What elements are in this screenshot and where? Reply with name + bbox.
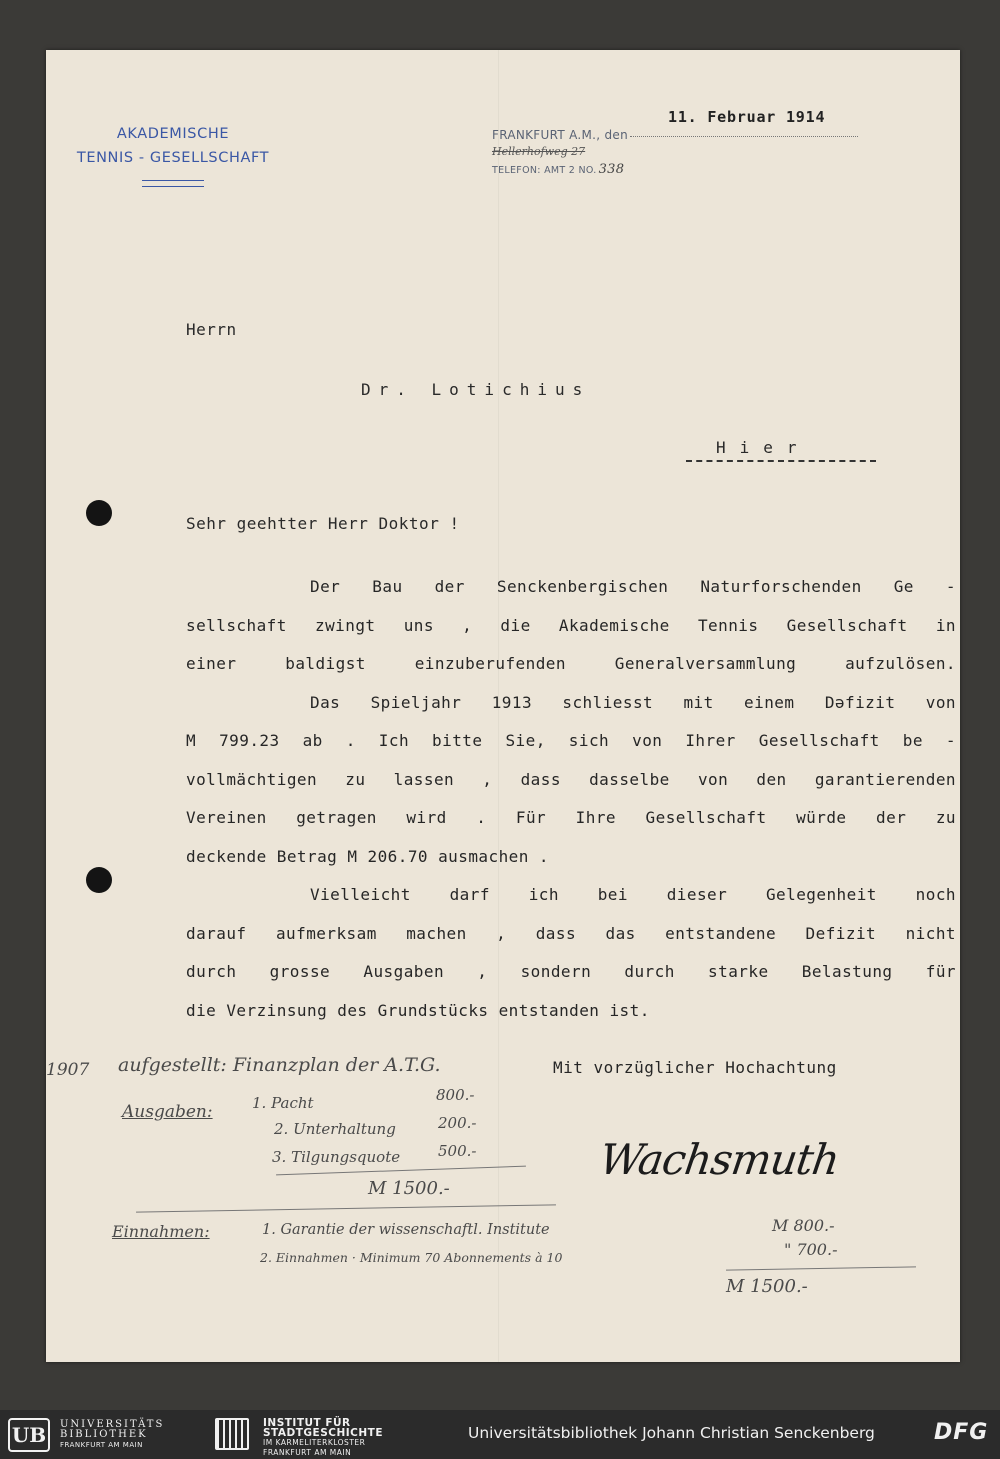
punch-hole-top (86, 500, 112, 526)
letterhead-address (492, 124, 628, 177)
date-line (630, 136, 858, 137)
letter-page (46, 50, 960, 1362)
note-expense-3-amount: 500.- (438, 1142, 477, 1160)
paragraph-2-line-5: deckende Betrag M 206.70 ausmachen . (186, 846, 549, 866)
isg-logo[interactable] (215, 1416, 415, 1457)
note-expense-2-item: 2. Unterhaltung (274, 1120, 396, 1138)
punch-hole-bottom (86, 867, 112, 893)
note-income-sum-line (726, 1266, 916, 1270)
phone-label: TELEFON: AMT 2 NO. (492, 165, 597, 176)
paragraph-2-line-4: Vereinen getragen wird . Für Ihre Gesellschaft würde der zu (186, 808, 956, 827)
ub-logo[interactable] (8, 1418, 198, 1452)
paragraph-1-line-1: Der Bau der Senckenbergischen Naturforschenden Ge - (310, 577, 956, 596)
note-expenses-total: M 1500.- (368, 1178, 450, 1199)
recipient-name: Dr. Lotichius (361, 380, 591, 399)
note-income-1-amount: M 800.- (772, 1216, 835, 1235)
ub-line-2: BIBLIOTHEK (60, 1429, 148, 1440)
note-expenses-sum-line (276, 1166, 526, 1176)
phone-handwritten: 338 (598, 162, 625, 177)
note-expense-1-amount: 800.- (436, 1086, 475, 1104)
isg-logo-icon (215, 1418, 249, 1450)
note-year: 1907 (46, 1060, 90, 1080)
street-handwritten: Hellerhofweg 27 (492, 145, 586, 158)
ub-logo-mark: UB (8, 1418, 50, 1452)
letterhead-rule (142, 180, 204, 187)
note-heading: aufgestellt: Finanzplan der A.T.G. (118, 1054, 441, 1076)
isg-line-1: INSTITUT FÜR (263, 1417, 351, 1429)
note-expense-3-item: 3. Tilgungsquote (272, 1148, 401, 1166)
letter-date: 11. Februar 1914 (668, 108, 826, 126)
paragraph-2-line-3: vollmächtigen zu lassen , dass dasselbe von den garantierenden (186, 769, 956, 789)
note-income-1-item: 1. Garantie der wissenschaftl. Institute (262, 1222, 550, 1238)
paragraph-3-line-2: darauf aufmerksam machen , dass das entstandene Defizit nicht (186, 923, 956, 943)
note-income-2-amount: " 700.- (784, 1240, 838, 1259)
letter-body (186, 568, 956, 1030)
note-expense-2-amount: 200.- (438, 1114, 477, 1132)
ub-logo-text (60, 1420, 164, 1450)
isg-line-4: FRANKFURT AM MAIN (263, 1448, 352, 1457)
footer-library-name: Universitätsbibliothek Johann Christian Senckenberg (468, 1424, 875, 1442)
letterhead-organization (58, 122, 288, 187)
note-expense-1-item: 1. Pacht (252, 1094, 314, 1112)
paragraph-1-line-3: einer baldigst einzuberufenden Generalversammlung aufzulösen. (186, 654, 956, 673)
note-income-2-item: 2. Einnahmen · Minimum 70 Abonnements à 10 (260, 1250, 563, 1265)
isg-logo-text (263, 1418, 383, 1458)
org-name-line1: AKADEMISCHE (116, 126, 230, 142)
ub-line-1: UNIVERSITÄTS (60, 1419, 165, 1430)
recipient-salutation: Herrn (186, 320, 237, 339)
paragraph-3-line-1: Vielleicht darf ich bei dieser Gelegenheit noch (310, 885, 956, 904)
note-income-total: M 1500.- (726, 1276, 808, 1297)
paragraph-3-line-4: die Verzinsung des Grundstücks entstanden ist. (186, 1000, 650, 1020)
isg-line-3: IM KARMELITERKLOSTER (263, 1438, 366, 1447)
closing-phrase: Mit vorzüglicher Hochachtung (553, 1058, 837, 1077)
footer-bar (0, 1410, 1000, 1459)
note-income-label: Einnahmen: (112, 1222, 210, 1241)
dfg-logo[interactable]: DFG (934, 1420, 989, 1445)
location-underline (686, 460, 876, 462)
paragraph-3-line-3: durch grosse Ausgaben , sondern durch starke Belastung für (186, 962, 956, 981)
paragraph-2-line-1: Das Spieljahr 1913 schliesst mit einem Dəfizit von (310, 692, 956, 712)
paragraph-1-line-2: sellschaft zwingt uns , die Akademische Tennis Gesellschaft in (186, 615, 956, 635)
note-expenses-label: Ausgaben: (122, 1102, 213, 1122)
recipient-location: Hier (716, 438, 811, 457)
city-label: FRANKFURT A.M., den (492, 128, 629, 142)
note-divider-line (136, 1204, 556, 1212)
paragraph-2-line-2: M 799.23 ab . Ich bitte Sie, sich von Ihrer Gesellschaft be - (186, 731, 956, 750)
org-name-line2: TENNIS - GESELLSCHAFT (76, 150, 270, 166)
isg-line-2: STADTGESCHICHTE (263, 1427, 383, 1439)
ub-line-3: FRANKFURT AM MAIN (60, 1441, 143, 1449)
phone-line (492, 162, 628, 177)
signature: Wachsmuth (596, 1135, 842, 1184)
greeting: Sehr geehtter Herr Doktor ! (186, 514, 460, 533)
